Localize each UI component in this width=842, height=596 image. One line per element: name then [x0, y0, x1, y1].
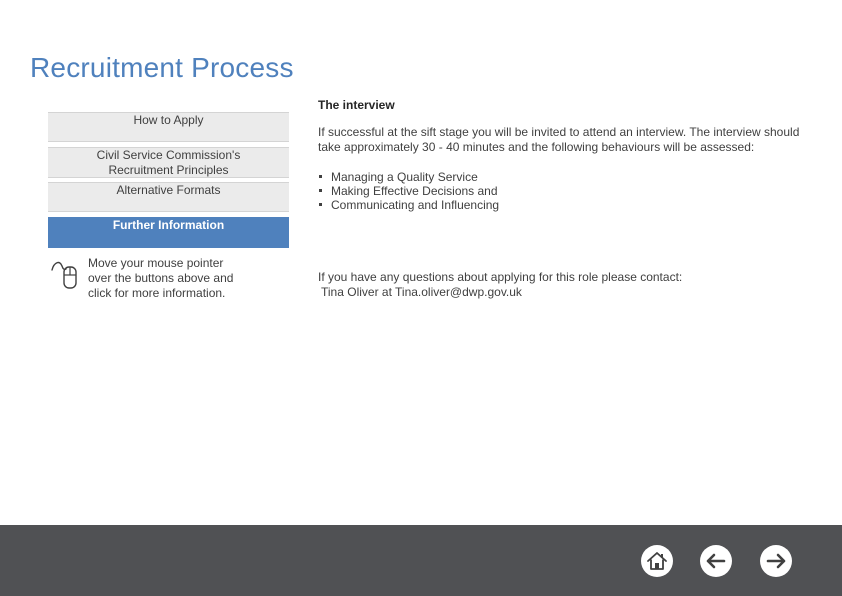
next-button[interactable] — [759, 544, 793, 578]
contact-info — [318, 270, 798, 300]
list-item: Making Effective Decisions and — [318, 184, 808, 198]
home-button[interactable] — [640, 544, 674, 578]
nav-how-to-apply-button[interactable] — [48, 112, 289, 142]
nav-button-label: Civil Service Commission's Recruitment Principles — [96, 148, 241, 177]
arrow-right-icon — [759, 544, 793, 578]
nav-recruitment-principles-button[interactable] — [48, 147, 289, 178]
footer-bar — [0, 525, 842, 596]
arrow-left-icon — [699, 544, 733, 578]
intro-paragraph: If successful at the sift stage you will be invited to attend an interview. The interview should take approximately 30 - 40 minutes and the following behaviours will be assessed: — [318, 125, 800, 154]
nav-button-label: Further Information — [112, 218, 225, 232]
list-item: Communicating and Influencing — [318, 198, 808, 212]
behaviours-list — [318, 170, 808, 212]
page-title: Recruitment Process — [30, 52, 294, 83]
contact-line: Tina Oliver at Tina.oliver@dwp.gov.uk — [321, 285, 522, 299]
contact-line: If you have any questions about applying for this role please contact: — [318, 270, 683, 284]
back-button[interactable] — [699, 544, 733, 578]
mouse-pointer-icon — [50, 258, 80, 290]
section-heading: The interview — [318, 98, 395, 112]
nav-alternative-formats-button[interactable] — [48, 182, 289, 212]
home-icon — [640, 544, 674, 578]
nav-button-label: How to Apply — [133, 113, 204, 127]
nav-button-label: Alternative Formats — [116, 183, 221, 197]
nav-further-information-button[interactable] — [48, 217, 289, 248]
content-panel — [318, 98, 808, 212]
hint-text: Move your mouse pointer over the buttons above and click for more information. — [88, 256, 234, 300]
list-item: Managing a Quality Service — [318, 170, 808, 184]
